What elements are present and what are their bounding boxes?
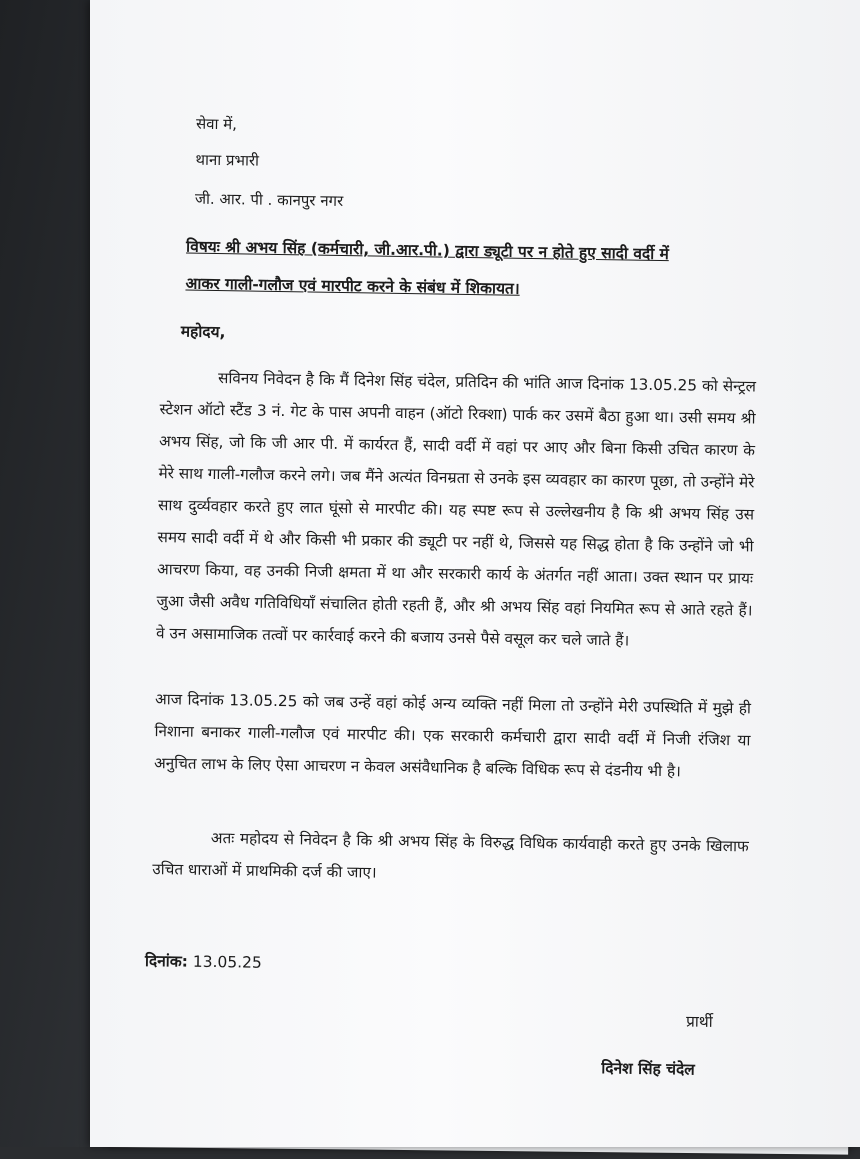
letter-page [90,0,860,1147]
paragraph-3-text: अतः महोदय से निवेदन है कि श्री अभय सिंह के विरुद्ध विधिक कार्यवाही करते हुए उनके खिलाफ उचित धाराओं में प्राथमिकी दर्ज की जाए। [152,829,749,882]
subject-line-2: आकर गाली-गलौज एवं मारपीट करने के संबंध में शिकायत। [185,274,520,298]
paragraph-2-text: आज दिनांक 13.05.25 को जब उन्हें वहां कोई अन्य व्यक्ति नहीं मिला तो उन्होंने मेरी उपस्थिति में मुझे ही निशाना बनाकर गाली-गलौज एवं मारपीट की। एक सरकारी कर्मचारी द्वारा सादी वर्दी में निजी रंजिश या अनुचित लाभ के लिए ऐसा आचरण न केवल असंवैधानिक है बल्कि विधिक रूप से दंडनीय भी है। [153,690,752,781]
paragraph-1-text: सविनय निवेदन है कि मैं दिनेश सिंह चंदेल, प्रतिदिन की भांति आज दिनांक 13.05.25 को सेन्ट्रल स्टेशन ऑटो स्टैंड 3 नं. गेट के पास अपनी वाहन (ऑटो रिक्शा) पार्क कर उसमें बैठा हुआ था। उसी समय श्री अभय सिंह, जो कि जी आर पी. में कार्यरत हैं, सादी वर्दी में वहां पर आए और बिना किसी उचित कारण के मेरे साथ गाली-गलौज करने लगे। जब मैंने अत्यंत विनम्रता से उनके इस व्यवहार का कारण पूछा, तो उन्होंने मेरे साथ दुर्व्यवहार करते हुए लात घूंसो से मारपीट की। यह स्पष्ट रूप से उल्लेखनीय है कि श्री अभय सिंह उस समय सादी वर्दी में थे और किसी भी प्रकार की ड्यूटी पर नहीं थे, जिससे यह सिद्ध होता है कि उन्होंने जो भी आचरण किया, वह उनकी निजी क्षमता में था और सरकारी कार्य के अंतर्गत नहीं आता। उक्त स्थान पर प्रायः जुआ जैसी अवैध गतिविधियाँ संचालित होती रहती हैं, और श्री अभय सिंह वहां नियमित रूप से आते रहते हैं। वे उन असामाजिक तत्वों पर कार्रवाई करने की बजाय उनसे पैसे वसूल कर चले जाते हैं। [155,369,757,650]
paragraph-3 [152,821,749,894]
date-label: दिनांक: [144,951,189,971]
address-line-2: थाना प्रभारी [195,150,260,170]
address-line-3: जी. आर. पी . कानपुर नगर [194,189,344,211]
address-line-1: सेवा में, [195,114,238,134]
letter-content [72,0,860,1159]
salutation: महोदय, [180,322,226,342]
applicant-name: दिनेश सिंह चंदेल [601,1059,695,1079]
paragraph-1 [156,361,756,658]
applicant-label: प्रार्थी [685,1012,713,1031]
paragraph-2 [154,683,751,788]
date-row [145,951,262,973]
subject-line-1: विषयः श्री अभय सिंह (कर्मचारी, जी.आर.पी.) द्वारा ड्यूटी पर न होते हुए सादी वर्दी में [185,237,670,264]
date-value: 13.05.25 [192,952,262,972]
